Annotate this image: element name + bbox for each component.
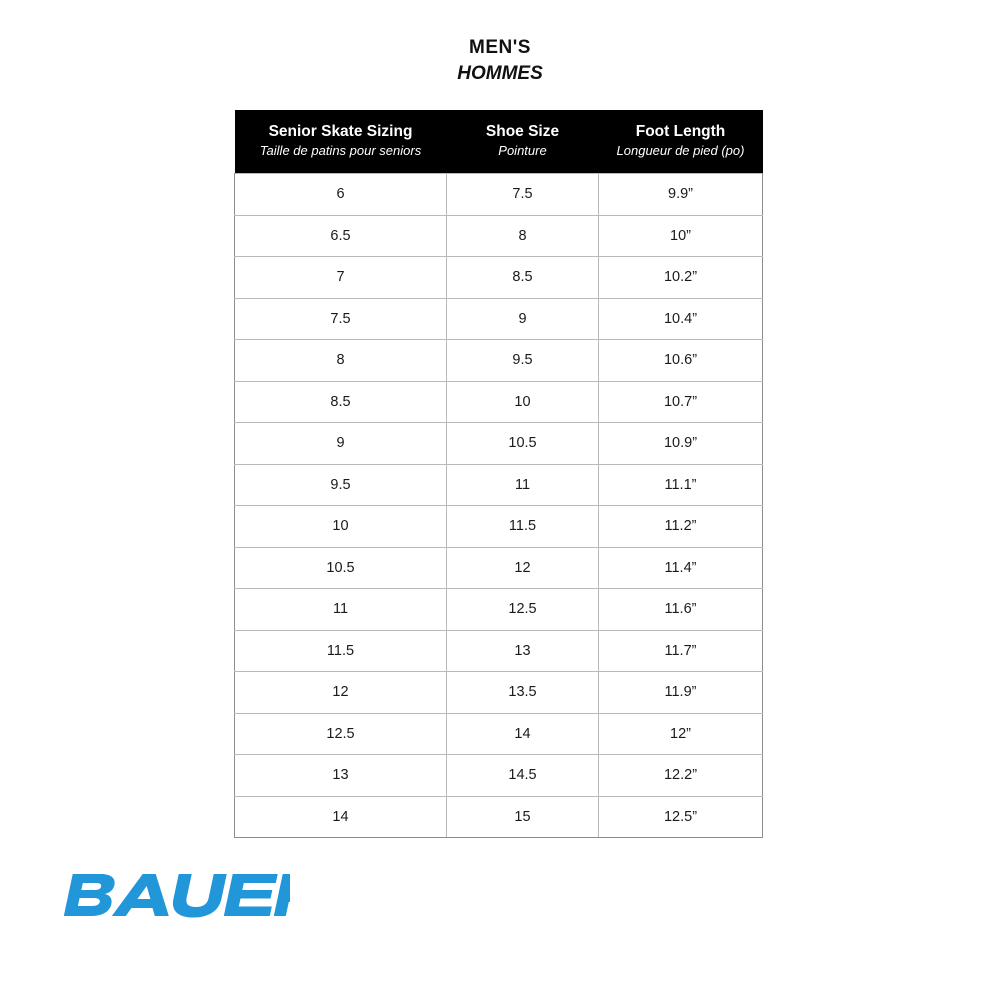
- cell-shoe-size: 8: [447, 215, 599, 257]
- table-header: [235, 110, 763, 174]
- cell-foot-length: 11.9”: [599, 672, 763, 714]
- cell-skate-size: 12.5: [235, 713, 447, 755]
- table-row: [235, 713, 763, 755]
- table-row: [235, 672, 763, 714]
- size-table: [234, 110, 763, 838]
- cell-foot-length: 11.7”: [599, 630, 763, 672]
- cell-shoe-size: 11.5: [447, 506, 599, 548]
- table-row: [235, 796, 763, 838]
- column-header-skate-size: [235, 110, 447, 174]
- column-header-shoe-size-fr: Pointure: [498, 143, 547, 159]
- cell-skate-size: 6.5: [235, 215, 447, 257]
- table-row: [235, 755, 763, 797]
- cell-shoe-size: 10.5: [447, 423, 599, 465]
- cell-shoe-size: 12.5: [447, 589, 599, 631]
- bauer-logo: [60, 868, 290, 918]
- cell-shoe-size: 10: [447, 381, 599, 423]
- table-row: [235, 174, 763, 216]
- table-row: [235, 298, 763, 340]
- cell-shoe-size: 7.5: [447, 174, 599, 216]
- table-row: [235, 257, 763, 299]
- table-row: [235, 630, 763, 672]
- cell-foot-length: 11.1”: [599, 464, 763, 506]
- cell-skate-size: 8.5: [235, 381, 447, 423]
- cell-shoe-size: 13.5: [447, 672, 599, 714]
- cell-shoe-size: 14: [447, 713, 599, 755]
- page-title: [0, 0, 1000, 86]
- cell-shoe-size: 12: [447, 547, 599, 589]
- page-title-en: MEN'S: [469, 37, 531, 58]
- cell-foot-length: 10.6”: [599, 340, 763, 382]
- cell-skate-size: 8: [235, 340, 447, 382]
- table-row: [235, 215, 763, 257]
- table-row: [235, 381, 763, 423]
- cell-foot-length: 12.2”: [599, 755, 763, 797]
- cell-shoe-size: 8.5: [447, 257, 599, 299]
- cell-skate-size: 11: [235, 589, 447, 631]
- cell-shoe-size: 15: [447, 796, 599, 838]
- cell-skate-size: 10: [235, 506, 447, 548]
- cell-skate-size: 14: [235, 796, 447, 838]
- cell-shoe-size: 14.5: [447, 755, 599, 797]
- cell-foot-length: 10.4”: [599, 298, 763, 340]
- table-row: [235, 506, 763, 548]
- cell-foot-length: 12”: [599, 713, 763, 755]
- cell-foot-length: 10”: [599, 215, 763, 257]
- cell-foot-length: 10.7”: [599, 381, 763, 423]
- table-body: [235, 174, 763, 838]
- cell-foot-length: 11.4”: [599, 547, 763, 589]
- table-row: [235, 589, 763, 631]
- table-row: [235, 423, 763, 465]
- cell-foot-length: 10.9”: [599, 423, 763, 465]
- cell-foot-length: 10.2”: [599, 257, 763, 299]
- cell-shoe-size: 11: [447, 464, 599, 506]
- size-table-container: [234, 110, 762, 838]
- column-header-foot-length: [599, 110, 763, 174]
- table-row: [235, 547, 763, 589]
- table-row: [235, 340, 763, 382]
- cell-skate-size: 13: [235, 755, 447, 797]
- cell-shoe-size: 9: [447, 298, 599, 340]
- cell-shoe-size: 13: [447, 630, 599, 672]
- cell-foot-length: 11.2”: [599, 506, 763, 548]
- cell-skate-size: 6: [235, 174, 447, 216]
- column-header-shoe-size-en: Shoe Size: [485, 123, 560, 140]
- column-header-skate-size-en: Senior Skate Sizing: [268, 123, 413, 140]
- column-header-foot-length-fr: Longueur de pied (po): [616, 143, 745, 159]
- cell-shoe-size: 9.5: [447, 340, 599, 382]
- cell-skate-size: 7: [235, 257, 447, 299]
- cell-skate-size: 11.5: [235, 630, 447, 672]
- cell-skate-size: 9: [235, 423, 447, 465]
- cell-skate-size: 7.5: [235, 298, 447, 340]
- column-header-skate-size-fr: Taille de patins pour seniors: [259, 143, 422, 159]
- column-header-foot-length-en: Foot Length: [635, 123, 726, 140]
- page-title-fr: HOMMES: [457, 62, 543, 84]
- table-row: [235, 464, 763, 506]
- column-header-shoe-size: [447, 110, 599, 174]
- cell-foot-length: 12.5”: [599, 796, 763, 838]
- cell-skate-size: 10.5: [235, 547, 447, 589]
- bauer-logo-icon: [60, 868, 290, 918]
- cell-foot-length: 11.6”: [599, 589, 763, 631]
- cell-foot-length: 9.9”: [599, 174, 763, 216]
- cell-skate-size: 12: [235, 672, 447, 714]
- cell-skate-size: 9.5: [235, 464, 447, 506]
- table-header-row: [235, 110, 763, 174]
